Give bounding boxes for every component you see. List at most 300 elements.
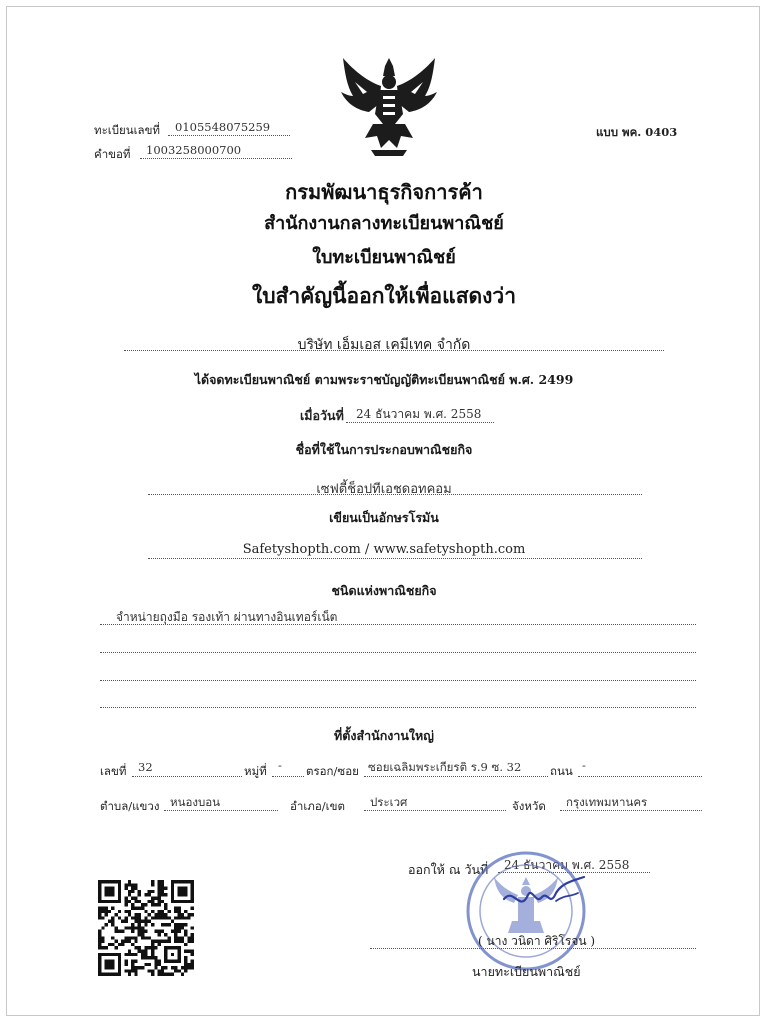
qr-module	[138, 906, 141, 909]
qr-module	[158, 959, 161, 962]
issued-date: 24 ธันวาคม พ.ศ. 2558	[504, 858, 630, 872]
qr-module	[161, 887, 164, 890]
qr-module	[151, 943, 154, 946]
qr-module	[191, 940, 194, 943]
qr-module	[141, 906, 144, 909]
qr-module	[124, 953, 127, 956]
province-value: กรุงเทพมหานคร	[566, 795, 648, 809]
qr-module	[131, 943, 134, 946]
qr-module	[154, 930, 157, 933]
qr-module	[115, 940, 118, 943]
qr-module	[98, 946, 101, 949]
qr-module	[115, 930, 118, 933]
qr-module	[164, 973, 167, 976]
qr-module	[158, 903, 161, 906]
qr-module	[124, 963, 127, 966]
qr-module	[128, 953, 131, 956]
qr-module	[174, 910, 177, 913]
qr-module	[158, 969, 161, 972]
qr-module	[184, 963, 187, 966]
qr-module	[191, 936, 194, 939]
qr-module	[134, 973, 137, 976]
business-line-2	[100, 652, 696, 653]
qr-module	[158, 893, 161, 896]
qr-module	[177, 940, 180, 943]
qr-module	[141, 920, 144, 923]
qr-module	[148, 969, 151, 972]
qr-module	[138, 920, 141, 923]
business-line-3	[100, 680, 696, 681]
qr-module	[164, 887, 167, 890]
qr-module	[171, 973, 174, 976]
qr-module	[144, 946, 147, 949]
qr-module	[111, 906, 114, 909]
qr-module	[151, 923, 154, 926]
qr-module	[108, 920, 111, 923]
qr-module	[184, 910, 187, 913]
qr-module	[131, 926, 134, 929]
signer-title: นายทะเบียนพาณิชย์	[472, 964, 581, 979]
qr-module	[108, 943, 111, 946]
subdistrict-line	[164, 810, 278, 811]
qr-module	[161, 966, 164, 969]
qr-module	[151, 953, 154, 956]
qr-module	[138, 966, 141, 969]
qr-module	[191, 950, 194, 953]
qr-module	[98, 940, 101, 943]
qr-module	[128, 913, 131, 916]
qr-module	[164, 966, 167, 969]
qr-module	[168, 916, 171, 919]
qr-module	[184, 969, 187, 972]
trade-name-line	[148, 494, 642, 495]
qr-module	[121, 940, 124, 943]
qr-module	[158, 883, 161, 886]
qr-module	[128, 973, 131, 976]
qr-module	[115, 913, 118, 916]
roman-label: เขียนเป็นอักษรโรมัน	[329, 510, 439, 525]
qr-module	[138, 923, 141, 926]
qr-module	[134, 946, 137, 949]
qr-module	[98, 916, 101, 919]
qr-module	[101, 940, 104, 943]
reg-date-line	[346, 422, 494, 423]
qr-module	[154, 946, 157, 949]
qr-module	[128, 890, 131, 893]
qr-module	[177, 923, 180, 926]
qr-module	[134, 883, 137, 886]
qr-module	[151, 880, 154, 883]
qr-module	[191, 959, 194, 962]
qr-module	[148, 956, 151, 959]
qr-module	[187, 950, 190, 953]
request-no-value: 1003258000700	[146, 143, 242, 157]
qr-module	[138, 893, 141, 896]
qr-module	[184, 966, 187, 969]
qr-module	[151, 969, 154, 972]
qr-module	[158, 933, 161, 936]
qr-module	[131, 953, 134, 956]
qr-module	[187, 936, 190, 939]
qr-module	[101, 916, 104, 919]
reg-no-value: 0105548075259	[175, 120, 271, 134]
qr-module	[111, 920, 114, 923]
certificate-title: ใบทะเบียนพาณิชย์	[312, 247, 456, 268]
act-text: ได้จดทะเบียนพาณิชย์ ตามพระราชบัญญัติทะเบียนพาณิชย์ พ.ศ. 2499	[194, 372, 574, 387]
qr-module	[134, 926, 137, 929]
qr-module	[184, 959, 187, 962]
qr-module	[121, 920, 124, 923]
qr-module	[161, 916, 164, 919]
qr-module	[121, 930, 124, 933]
qr-module	[177, 916, 180, 919]
qr-module	[191, 906, 194, 909]
soi-line	[364, 776, 548, 777]
soi-label: ตรอก/ซอย	[306, 764, 359, 778]
business-type-label: ชนิดแห่งพาณิชยกิจ	[331, 583, 437, 598]
qr-module	[148, 890, 151, 893]
qr-module	[174, 923, 177, 926]
address-no-line	[132, 776, 242, 777]
qr-module	[98, 910, 101, 913]
qr-module	[184, 943, 187, 946]
qr-module	[131, 959, 134, 962]
qr-module	[187, 916, 190, 919]
province-line	[560, 810, 702, 811]
moo-label: หมู่ที่	[244, 764, 267, 778]
qr-module	[164, 933, 167, 936]
qr-module	[98, 943, 101, 946]
qr-module	[174, 916, 177, 919]
qr-module	[111, 923, 114, 926]
qr-module	[118, 916, 121, 919]
official-seal-icon	[460, 843, 610, 978]
moo-value: -	[278, 758, 282, 772]
moo-line	[272, 776, 304, 777]
qr-module	[164, 923, 167, 926]
qr-module	[131, 887, 134, 890]
qr-module	[148, 936, 151, 939]
qr-module	[151, 903, 154, 906]
reg-no-label: ทะเบียนเลขที่	[94, 123, 161, 137]
qr-module	[187, 963, 190, 966]
address-no-label: เลขที่	[100, 764, 127, 778]
qr-module	[148, 893, 151, 896]
qr-module	[174, 930, 177, 933]
qr-module	[105, 913, 108, 916]
qr-module	[168, 910, 171, 913]
subdistrict-value: หนองบอน	[170, 795, 221, 809]
qr-module	[105, 946, 108, 949]
qr-module	[177, 930, 180, 933]
qr-module	[154, 959, 157, 962]
qr-module	[105, 910, 108, 913]
company-line	[124, 350, 664, 351]
qr-module	[131, 936, 134, 939]
qr-module	[138, 900, 141, 903]
dept-title: กรมพัฒนาธุรกิจการค้า	[285, 180, 483, 204]
office-title: สำนักงานกลางทะเบียนพาณิชย์	[264, 213, 504, 234]
qr-module	[164, 906, 167, 909]
qr-module	[144, 963, 147, 966]
qr-module	[148, 963, 151, 966]
qr-module	[184, 923, 187, 926]
trade-name-value: เซฟตี้ช็อปทีเอชดอทคอม	[316, 482, 452, 497]
qr-module	[154, 903, 157, 906]
qr-module	[181, 973, 184, 976]
qr-module	[131, 903, 134, 906]
qr-module	[151, 916, 154, 919]
qr-module	[105, 923, 108, 926]
qr-module	[174, 906, 177, 909]
qr-module	[105, 906, 108, 909]
certify-title: ใบสำคัญนี้ออกให้เพื่อแสดงว่า	[252, 283, 516, 308]
business-type-value: จำหน่ายถุงมือ รองเท้า ผ่านทางอินเทอร์เน็ต	[116, 610, 338, 624]
request-no-line	[140, 158, 292, 159]
qr-module	[118, 943, 121, 946]
district-value: ประเวศ	[370, 795, 408, 809]
qr-module	[134, 940, 137, 943]
qr-module	[177, 910, 180, 913]
qr-module	[124, 897, 127, 900]
qr-module	[124, 883, 127, 886]
qr-module	[101, 926, 104, 929]
qr-module	[187, 940, 190, 943]
qr-module	[138, 913, 141, 916]
qr-module	[128, 969, 131, 972]
qr-module	[177, 969, 180, 972]
qr-module	[158, 973, 161, 976]
reg-date-value: 24 ธันวาคม พ.ศ. 2558	[356, 407, 482, 421]
qr-module	[174, 940, 177, 943]
qr-module	[148, 913, 151, 916]
qr-module	[101, 936, 104, 939]
qr-module	[161, 969, 164, 972]
qr-module	[184, 933, 187, 936]
business-line-1	[100, 624, 696, 625]
qr-module	[138, 933, 141, 936]
qr-module	[144, 936, 147, 939]
qr-module	[191, 926, 194, 929]
qr-module	[181, 940, 184, 943]
qr-module	[151, 910, 154, 913]
qr-module	[174, 926, 177, 929]
qr-module	[158, 930, 161, 933]
qr-module	[161, 883, 164, 886]
qr-module	[128, 900, 131, 903]
qr-module	[171, 966, 174, 969]
qr-module	[154, 913, 157, 916]
qr-module	[138, 950, 141, 953]
qr-module	[134, 920, 137, 923]
qr-module	[128, 950, 131, 953]
trade-name-label: ชื่อที่ใช้ในการประกอบพาณิชยกิจ	[295, 442, 473, 457]
qr-module	[158, 887, 161, 890]
qr-module	[98, 906, 101, 909]
qr-module	[161, 923, 164, 926]
qr-module	[177, 926, 180, 929]
road-label: ถนน	[550, 764, 573, 778]
qr-module	[121, 943, 124, 946]
qr-module	[111, 936, 114, 939]
qr-module	[141, 956, 144, 959]
qr-module	[138, 926, 141, 929]
qr-module	[154, 897, 157, 900]
qr-module	[144, 950, 147, 953]
qr-module	[161, 940, 164, 943]
qr-module	[174, 966, 177, 969]
qr-module	[131, 930, 134, 933]
qr-module	[138, 930, 141, 933]
qr-module	[168, 973, 171, 976]
garuda-emblem-icon	[333, 52, 445, 164]
roman-name-line	[148, 558, 642, 559]
qr-module	[164, 903, 167, 906]
qr-module	[144, 903, 147, 906]
qr-module	[134, 969, 137, 972]
business-line-4	[100, 707, 696, 708]
qr-module	[134, 953, 137, 956]
qr-module	[154, 956, 157, 959]
qr-module	[134, 913, 137, 916]
qr-module	[111, 916, 114, 919]
qr-module	[131, 916, 134, 919]
province-label: จังหวัด	[512, 799, 546, 813]
qr-module	[124, 900, 127, 903]
qr-module	[111, 943, 114, 946]
qr-module	[154, 966, 157, 969]
qr-module	[161, 930, 164, 933]
qr-module	[158, 897, 161, 900]
qr-module	[154, 916, 157, 919]
request-no-label: คำขอที่	[94, 147, 131, 161]
qr-module	[151, 900, 154, 903]
qr-module	[134, 936, 137, 939]
qr-module	[148, 946, 151, 949]
qr-module	[144, 920, 147, 923]
qr-module	[184, 916, 187, 919]
qr-module	[131, 966, 134, 969]
qr-module	[161, 910, 164, 913]
qr-module	[161, 880, 164, 883]
qr-module	[98, 930, 101, 933]
qr-module	[141, 950, 144, 953]
qr-module	[115, 946, 118, 949]
qr-module	[177, 913, 180, 916]
qr-module	[115, 926, 118, 929]
qr-module	[131, 963, 134, 966]
subdistrict-label: ตำบล/แขวง	[100, 799, 160, 813]
qr-module	[174, 969, 177, 972]
qr-module	[181, 936, 184, 939]
qr-module	[151, 890, 154, 893]
qr-module	[128, 880, 131, 883]
qr-module	[141, 903, 144, 906]
qr-module	[171, 930, 174, 933]
qr-module	[144, 910, 147, 913]
qr-module	[148, 920, 151, 923]
district-line	[364, 810, 506, 811]
qr-module	[124, 959, 127, 962]
qr-module	[158, 916, 161, 919]
qr-module	[158, 943, 161, 946]
road-value: -	[582, 758, 586, 772]
qr-module	[158, 940, 161, 943]
roman-name-value: Safetyshopth.com / www.safetyshopth.com	[242, 542, 526, 557]
qr-module	[184, 950, 187, 953]
qr-module	[101, 906, 104, 909]
qr-module	[134, 906, 137, 909]
qr-module	[161, 890, 164, 893]
address-heading: ที่ตั้งสำนักงานใหญ่	[334, 728, 434, 743]
road-line	[578, 776, 702, 777]
qr-module	[138, 890, 141, 893]
qr-module	[158, 913, 161, 916]
qr-module	[164, 893, 167, 896]
qr-module	[124, 940, 127, 943]
qr-module	[161, 973, 164, 976]
reg-no-line	[168, 135, 290, 136]
qr-module	[98, 933, 101, 936]
signer-name: ( นาง วนิดา ศิริโรจน )	[478, 934, 596, 948]
qr-module	[158, 963, 161, 966]
qr-module	[144, 893, 147, 896]
qr-module	[141, 933, 144, 936]
qr-module	[151, 940, 154, 943]
qr-module	[144, 916, 147, 919]
qr-module	[101, 910, 104, 913]
qr-module	[128, 936, 131, 939]
qr-module	[191, 963, 194, 966]
qr-module	[141, 966, 144, 969]
qr-module	[144, 953, 147, 956]
qr-module	[168, 936, 171, 939]
reg-date-label: เมื่อวันที่	[300, 408, 344, 423]
qr-module	[134, 916, 137, 919]
qr-module	[154, 940, 157, 943]
qr-module	[134, 897, 137, 900]
qr-module	[124, 936, 127, 939]
qr-module	[134, 959, 137, 962]
qr-module	[181, 913, 184, 916]
qr-module	[177, 936, 180, 939]
qr-module	[164, 916, 167, 919]
company-name: บริษัท เอ็มเอส เคมีเทค จำกัด	[297, 337, 471, 353]
address-no-value: 32	[138, 760, 153, 774]
qr-module	[128, 910, 131, 913]
qr-module	[141, 930, 144, 933]
qr-module	[161, 913, 164, 916]
qr-module	[108, 910, 111, 913]
qr-module	[131, 883, 134, 886]
qr-module	[124, 926, 127, 929]
qr-module	[98, 913, 101, 916]
district-label: อำเภอ/เขต	[290, 799, 345, 813]
qr-module	[168, 940, 171, 943]
qr-module	[151, 883, 154, 886]
soi-value: ซอยเฉลิมพระเกียรติ ร.9 ซ. 32	[368, 760, 522, 774]
qr-module	[124, 887, 127, 890]
qr-module	[141, 926, 144, 929]
qr-module	[187, 913, 190, 916]
qr-module	[138, 916, 141, 919]
qr-module	[138, 946, 141, 949]
qr-module	[141, 936, 144, 939]
qr-module	[164, 913, 167, 916]
qr-module	[191, 933, 194, 936]
qr-module	[154, 963, 157, 966]
qr-module	[158, 900, 161, 903]
